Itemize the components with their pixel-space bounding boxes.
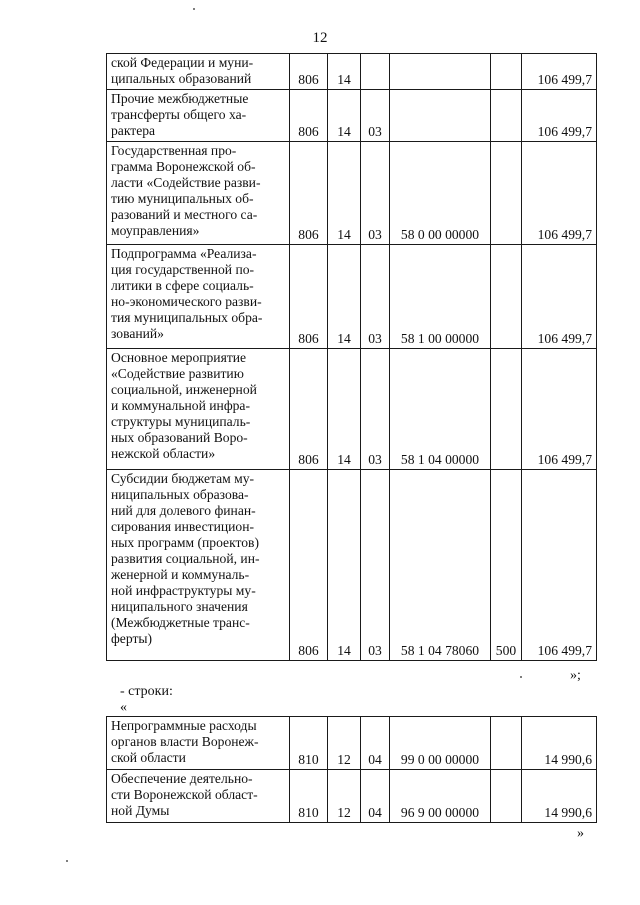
amount-cell: 106 499,7 (522, 90, 597, 142)
subsection-cell: 04 (361, 717, 390, 770)
subsection-cell: 03 (361, 142, 390, 245)
table-row (107, 470, 597, 661)
closing-quote: »; (570, 668, 581, 683)
expense-type-cell (491, 245, 522, 349)
row-name: Государственная про- грамма Воронежской об- ласти «Содействие разви- тию муниципальных об- разований и местного са- моуправления» (107, 142, 290, 245)
expense-type-cell (491, 349, 522, 470)
grbs-cell: 806 (290, 470, 328, 661)
subsection-cell: 03 (361, 245, 390, 349)
grbs-cell: 806 (290, 349, 328, 470)
target-article-cell (390, 90, 491, 142)
table-row (107, 770, 597, 823)
amount-cell: 106 499,7 (522, 142, 597, 245)
grbs-cell: 806 (290, 90, 328, 142)
amount-cell: 14 990,6 (522, 770, 597, 823)
target-article-cell: 58 1 04 00000 (390, 349, 491, 470)
row-name: Прочие межбюджетные трансферты общего ха- рактера (107, 90, 290, 142)
table-row (107, 717, 597, 770)
expense-type-cell (491, 717, 522, 770)
subsection-cell: 03 (361, 470, 390, 661)
section-cell: 14 (328, 54, 361, 90)
row-name: Непрограммные расходы органов власти Воронеж- ской области (107, 717, 290, 770)
table-row (107, 349, 597, 470)
table-row (107, 245, 597, 349)
target-article-cell (390, 54, 491, 90)
section-cell: 14 (328, 142, 361, 245)
target-article-cell: 96 9 00 00000 (390, 770, 491, 823)
amount-cell: 106 499,7 (522, 245, 597, 349)
opening-quote: « (120, 700, 127, 715)
subsection-cell: 03 (361, 349, 390, 470)
subsection-cell: 03 (361, 90, 390, 142)
expense-type-cell (491, 770, 522, 823)
row-name: Обеспечение деятельно- сти Воронежской област- ной Думы (107, 770, 290, 823)
table-row (107, 90, 597, 142)
target-article-cell: 58 0 00 00000 (390, 142, 491, 245)
row-name: Субсидии бюджетам му- ниципальных образова- ний для долевого финан- сирования инвестицион- ных программ (проектов) развития социальной, ин- женерной и коммуналь- ной инфраструктуры му- ниципального значения (Межбюджетные транс- ферты) (107, 470, 290, 661)
section-cell: 12 (328, 770, 361, 823)
expense-type-cell (491, 142, 522, 245)
expense-type-cell (491, 54, 522, 90)
page-number: 12 (312, 30, 328, 46)
section-cell: 14 (328, 245, 361, 349)
target-article-cell: 99 0 00 00000 (390, 717, 491, 770)
subsection-cell: 04 (361, 770, 390, 823)
expense-type-cell (491, 90, 522, 142)
section-cell: 12 (328, 717, 361, 770)
amount-cell: 106 499,7 (522, 54, 597, 90)
closing-quote-final: » (577, 826, 584, 841)
target-article-cell: 58 1 04 78060 (390, 470, 491, 661)
row-name: Подпрограмма «Реализа- ция государственной по- литики в сфере социаль- но-экономического разви- тия муниципальных обра- зований» (107, 245, 290, 349)
amount-cell: 106 499,7 (522, 349, 597, 470)
grbs-cell: 806 (290, 54, 328, 90)
section-cell: 14 (328, 90, 361, 142)
row-name: ской Федерации и муни- ципальных образований (107, 54, 290, 90)
scan-speck (66, 860, 68, 862)
section-cell: 14 (328, 470, 361, 661)
intro-text: - строки: (120, 684, 173, 699)
amount-cell: 14 990,6 (522, 717, 597, 770)
subsection-cell (361, 54, 390, 90)
grbs-cell: 806 (290, 245, 328, 349)
grbs-cell: 806 (290, 142, 328, 245)
grbs-cell: 810 (290, 770, 328, 823)
amount-cell: 106 499,7 (522, 470, 597, 661)
target-article-cell: 58 1 00 00000 (390, 245, 491, 349)
grbs-cell: 810 (290, 717, 328, 770)
table-row (107, 54, 597, 90)
budget-table-2 (106, 716, 597, 823)
table-row (107, 142, 597, 245)
scan-speck (193, 8, 195, 10)
row-name: Основное мероприятие «Содействие развитию социальной, инженерной и коммунальной инфра- структуры муниципаль- ных образований Воро- нежской области» (107, 349, 290, 470)
scan-speck (520, 676, 522, 678)
section-cell: 14 (328, 349, 361, 470)
budget-table-1 (106, 53, 597, 661)
expense-type-cell: 500 (491, 470, 522, 661)
